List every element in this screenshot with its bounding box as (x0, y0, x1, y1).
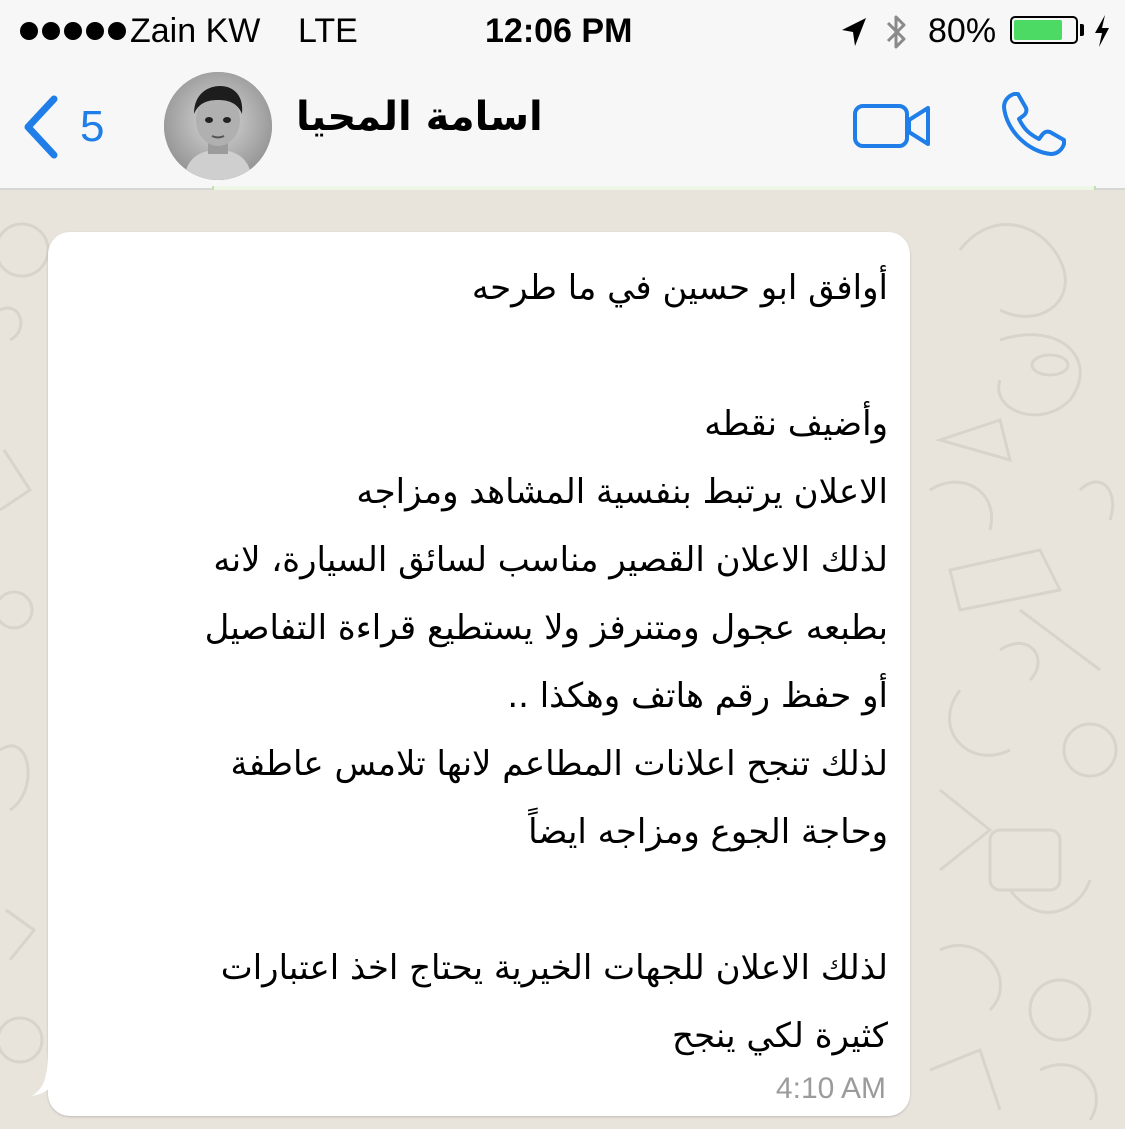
message-line (78, 866, 888, 934)
message-line: لذلك الاعلان للجهات الخيرية يحتاج اخذ اعتبارات (220, 948, 888, 988)
message-line: لذلك تنجح اعلانات المطاعم لانها تلامس عاطفة (230, 744, 888, 784)
phone-icon[interactable] (998, 88, 1070, 160)
signal-strength-icon (20, 22, 126, 40)
message-line: وحاجة الجوع ومزاجه ايضاً (528, 812, 888, 852)
message-line: أوافق ابو حسين في ما طرحه (471, 268, 888, 308)
chat-header (0, 64, 1125, 190)
battery-icon (1010, 16, 1078, 44)
chat-area[interactable] (0, 190, 1125, 1129)
message-line: أو حفظ رقم هاتف وهكذا .. (507, 676, 888, 716)
carrier-name: Zain KW (130, 12, 261, 50)
message-timestamp: 4:10 AM (775, 1072, 886, 1105)
avatar-photo (164, 72, 272, 180)
status-bar (0, 0, 1125, 64)
chevron-left-icon (20, 95, 60, 159)
network-type: LTE (298, 12, 358, 50)
battery-percent: 80% (928, 12, 997, 50)
message-line (78, 322, 888, 390)
charging-bolt-icon (1092, 14, 1112, 48)
message-line: وأضيف نقطه (704, 404, 888, 444)
location-arrow-icon (840, 16, 868, 48)
battery-cap (1080, 24, 1084, 36)
avatar[interactable] (164, 72, 272, 180)
unread-count: 5 (80, 102, 105, 151)
message-line: كثيرة لكي ينجح (672, 1016, 888, 1056)
contact-name[interactable]: اسامة المحيا (296, 94, 543, 140)
message-line: لذلك الاعلان القصير مناسب لسائق السيارة، لانه (213, 540, 888, 580)
battery-level-fill (1014, 20, 1062, 40)
status-time: 12:06 PM (485, 12, 633, 50)
back-button[interactable] (20, 92, 130, 162)
bubble-tail (30, 1048, 70, 1098)
video-camera-icon[interactable] (852, 98, 932, 154)
message-text (78, 254, 888, 1070)
message-line: بطبعه عجول ومتنرفز ولا يستطيع قراءة التفاصيل (204, 608, 888, 648)
bluetooth-icon (884, 12, 910, 52)
message-line: الاعلان يرتبط بنفسية المشاهد ومزاجه (356, 472, 888, 512)
message-bubble[interactable] (48, 232, 910, 1116)
